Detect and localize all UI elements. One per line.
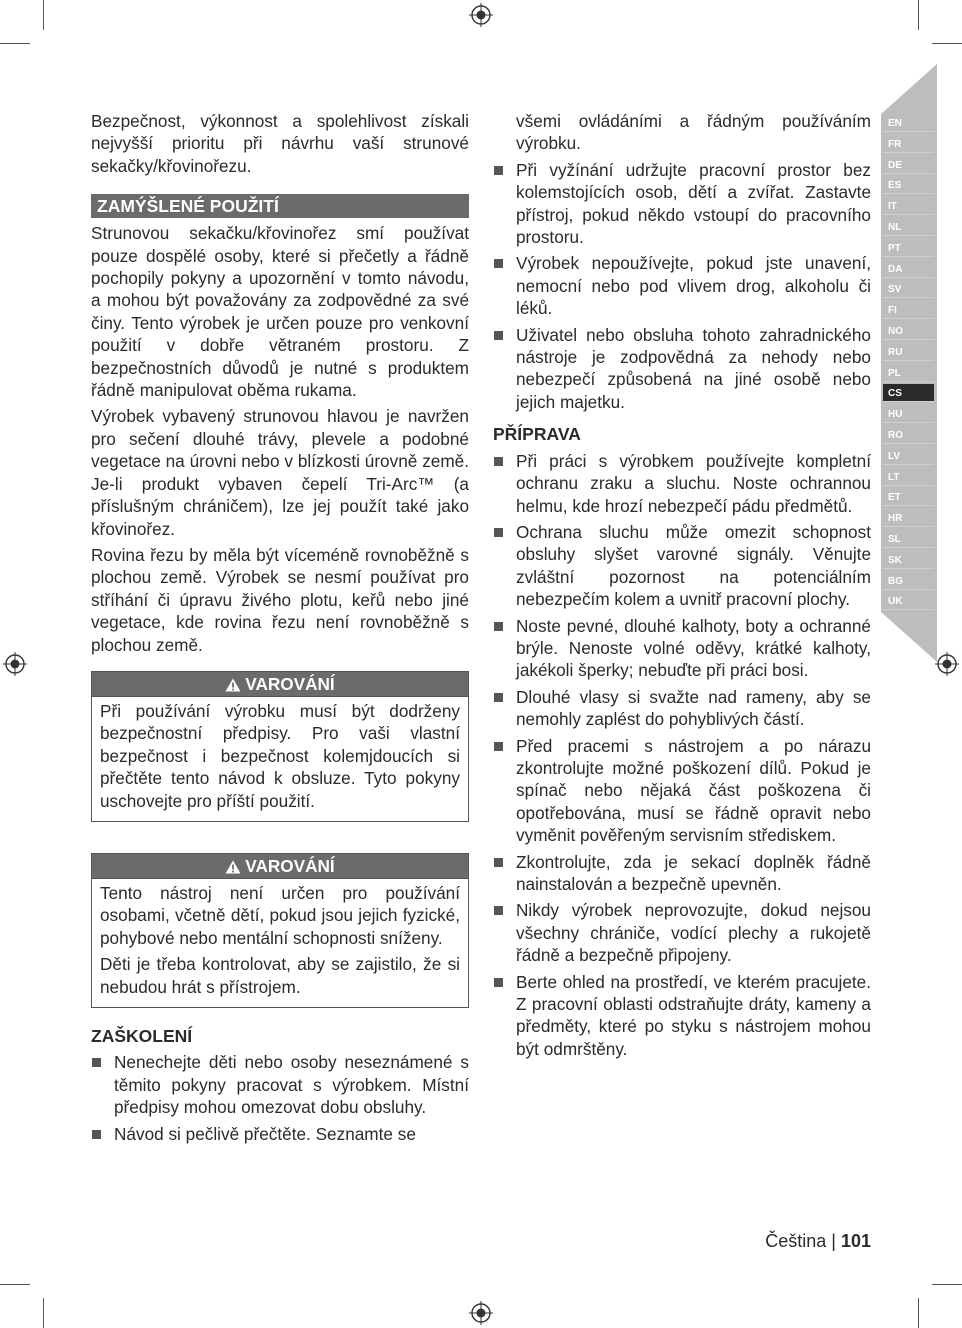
list-item-text: Výrobek nepoužívejte, pokud jste unavení, nemocní nebo pod vlivem drog, alkoholu či léků. <box>516 253 871 319</box>
language-tab-fi: FI <box>883 301 934 319</box>
language-tab-sl: SL <box>883 530 934 548</box>
right-column <box>493 110 871 1064</box>
language-tab-de: DE <box>883 156 934 174</box>
list-item <box>493 615 871 682</box>
language-tab-da: DA <box>883 260 934 278</box>
list-item-text: Berte ohled na prostředí, ve kterém pracujete. Z pracovní oblasti odstraňujte dráty, kameny a předměty, které po styku s nástrojem mohou být odmrštěny. <box>516 971 871 1059</box>
bullet-icon <box>494 742 503 751</box>
page-footer <box>765 1230 871 1252</box>
language-tab-sv: SV <box>883 280 934 298</box>
crop-mark <box>932 43 962 44</box>
list-item <box>493 686 871 731</box>
list-item <box>493 735 871 847</box>
list-item <box>493 252 871 319</box>
list-item-text: Návod si pečlivě přečtěte. Seznamte se <box>114 1123 416 1144</box>
language-tab-bg: BG <box>883 572 934 590</box>
list-item-text: Noste pevné, dlouhé kalhoty, boty a ochranné brýle. Nenoste volné oděvy, krátké kalhoty, jakékoli šperky; nebuďte při práci bosi. <box>516 615 871 681</box>
intended-use-paragraph: Rovina řezu by měla být víceméně rovnoběžně s plochou země. Výrobek se nesmí používat pro stříhání či úpravu živého plotu, keřů nebo jiné vegetace, kde rovina řezu není rovnoběžně s plochou země. <box>91 544 469 655</box>
bullet-icon <box>494 693 503 702</box>
list-item-text: všemi ovládáními a řádným používáním výrobku. <box>516 111 871 154</box>
language-tab-hr: HR <box>883 509 934 527</box>
bullet-icon <box>494 978 503 987</box>
warning-triangle-icon <box>225 860 241 874</box>
warning-header <box>92 854 468 879</box>
intended-use-paragraph: Strunovou sekačku/křovinořez smí používat pouze dospělé osoby, které si přečetly a řádně pochopily pokyny a upozornění v tomto návodu, a mohou být považovány za zodpovědné za své činy. Tento výrobek je určen pouze pro venkovní použití v dobře větraném prostoru. Z bezpečnostních důvodů je nutné s produktem řádně manipulovat oběma rukama. <box>91 223 469 401</box>
language-tab-no: NO <box>883 322 934 340</box>
language-tab-uk: UK <box>883 592 934 610</box>
list-item <box>91 1051 469 1118</box>
warning-text: Při používání výrobku musí být dodrženy bezpečnostní předpisy. Pro vaši vlastní bezpečnost i bezpečnost kolemjdoucích si přečtěte tento návod k obsluze. Tyto pokyny uschovejte pro příští použití. <box>100 700 460 811</box>
list-item <box>91 1123 469 1145</box>
crop-mark <box>43 1298 44 1328</box>
warning-triangle-icon <box>225 678 241 692</box>
bullet-icon <box>494 858 503 867</box>
language-tab-sk: SK <box>883 551 934 569</box>
footer-separator: | <box>831 1231 836 1251</box>
language-tab-lt: LT <box>883 468 934 486</box>
registration-mark-icon <box>3 652 27 676</box>
list-item-text: Dlouhé vlasy si svažte nad rameny, aby se nemohly zaplést do pohyblivých částí. <box>516 686 871 730</box>
preparation-list <box>493 450 871 1061</box>
list-item <box>493 899 871 966</box>
crop-mark <box>0 43 30 44</box>
list-item-text: Nikdy výrobek neprovozujte, dokud nejsou všechny chrániče, vodící plechy a rukojetě řádně a bezpečně připojeny. <box>516 900 871 966</box>
preparation-heading: PŘÍPRAVA <box>493 424 581 445</box>
warning-body <box>92 879 468 1007</box>
language-tab-hu: HU <box>883 405 934 423</box>
warning-header <box>92 672 468 697</box>
list-item <box>493 159 871 249</box>
warning-title: VAROVÁNÍ <box>245 855 335 876</box>
registration-mark-icon <box>469 1301 493 1325</box>
left-column <box>91 110 469 1149</box>
training-list <box>91 1051 469 1145</box>
registration-mark-icon <box>469 3 493 27</box>
list-item-text: Při vyžínání udržujte pracovní prostor bez kolemstojících osob, dětí a zvířat. Zastavte přístroj, pokud někdo vstoupí do pracovního prostoru. <box>516 159 871 248</box>
language-tab-nl: NL <box>883 218 934 236</box>
language-tab-pt: PT <box>883 239 934 257</box>
list-item <box>493 521 871 611</box>
intended-use-heading: ZAMÝŠLENÉ POUŽITÍ <box>91 194 469 218</box>
list-item <box>493 110 871 155</box>
language-tab-lv: LV <box>883 447 934 465</box>
warning-text: Tento nástroj není určen pro používání osobami, včetně dětí, pokud jsou jejich fyzické, pohybové nebo mentální schopnosti sníženy. <box>100 882 460 948</box>
footer-language: Čeština <box>765 1231 827 1251</box>
bullet-icon <box>494 166 503 175</box>
continuation-list <box>493 110 871 413</box>
bullet-icon <box>494 528 503 537</box>
warning-title: VAROVÁNÍ <box>245 673 335 694</box>
crop-mark <box>932 1284 962 1285</box>
training-heading: ZAŠKOLENÍ <box>91 1026 193 1046</box>
list-item-text: Nenechejte děti nebo osoby neseznámené s těmito pokyny pracovat s výrobkem. Místní předpisy mohou omezovat dobu obsluhy. <box>114 1052 469 1118</box>
language-tab-fr: FR <box>883 135 934 153</box>
bullet-icon <box>92 1058 101 1067</box>
list-item <box>493 450 871 517</box>
crop-mark <box>918 1298 919 1328</box>
bullet-icon <box>494 622 503 631</box>
warning-box <box>91 671 469 822</box>
warning-box <box>91 853 469 1008</box>
bullet-icon <box>494 259 503 268</box>
bullet-icon <box>92 1130 101 1139</box>
bullet-icon <box>494 331 503 340</box>
language-tab-es: ES <box>883 176 934 194</box>
list-item <box>493 971 871 1061</box>
bullet-icon <box>494 457 503 466</box>
intended-use-paragraph: Výrobek vybavený strunovou hlavou je navržen pro sečení dlouhé trávy, plevele a podobné vegetace na úrovni nebo v blízkosti úrovně země. Je-li produkt vybaven čepelí Tri-Arc™ (a příslušným chráničem), lze jej použít také jako křovinořez. <box>91 406 469 539</box>
language-tab-en: EN <box>883 114 934 132</box>
language-tab-cs: CS <box>883 384 934 402</box>
crop-mark <box>0 1284 30 1285</box>
crop-mark <box>918 0 919 30</box>
language-tab-it: IT <box>883 197 934 215</box>
page-number: 101 <box>840 1231 871 1251</box>
list-item-text: Před pracemi s nástrojem a po nárazu zkontrolujte možné poškození dílů. Pokud je spínač nebo nějaká část poškozena či opotřebována, musí se řádně opravit nebo vyměnit pověřeným servisním střediskem. <box>516 735 871 846</box>
crop-mark <box>43 0 44 30</box>
language-tab-pl: PL <box>883 364 934 382</box>
list-item <box>493 324 871 414</box>
list-item-text: Zkontrolujte, zda je sekací doplněk řádně nainstalován a bezpečně upevněn. <box>516 851 871 894</box>
bullet-icon <box>494 906 503 915</box>
language-tab-et: ET <box>883 488 934 506</box>
warning-body <box>92 697 468 821</box>
intro-paragraph: Bezpečnost, výkonnost a spolehlivost získali nejvyšší prioritu při návrhu vaší strunové sekačky/křovinořezu. <box>91 111 469 176</box>
list-item-text: Ochrana sluchu může omezit schopnost obsluhy slyšet varovné signály. Věnujte zvláštní pozornost na potenciálním nebezpečím kolem a uvnitř pracovní plochy. <box>516 521 871 610</box>
list-item-text: Při práci s výrobkem používejte kompletní ochranu zraku a sluchu. Noste ochrannou helmu, kde hrozí nebezpečí pádu předmětů. <box>516 450 871 516</box>
list-item <box>493 851 871 896</box>
registration-mark-icon <box>935 652 959 676</box>
list-item-text: Uživatel nebo obsluha tohoto zahradnického nástroje je zodpovědná za nehody nebo nebezpečí způsobená na jiné osobě nebo jejich majetku. <box>516 324 871 412</box>
language-tab-ro: RO <box>883 426 934 444</box>
warning-text: Děti je třeba kontrolovat, aby se zajistilo, že si nebudou hrát s přístrojem. <box>100 954 460 997</box>
language-tab-ru: RU <box>883 343 934 361</box>
